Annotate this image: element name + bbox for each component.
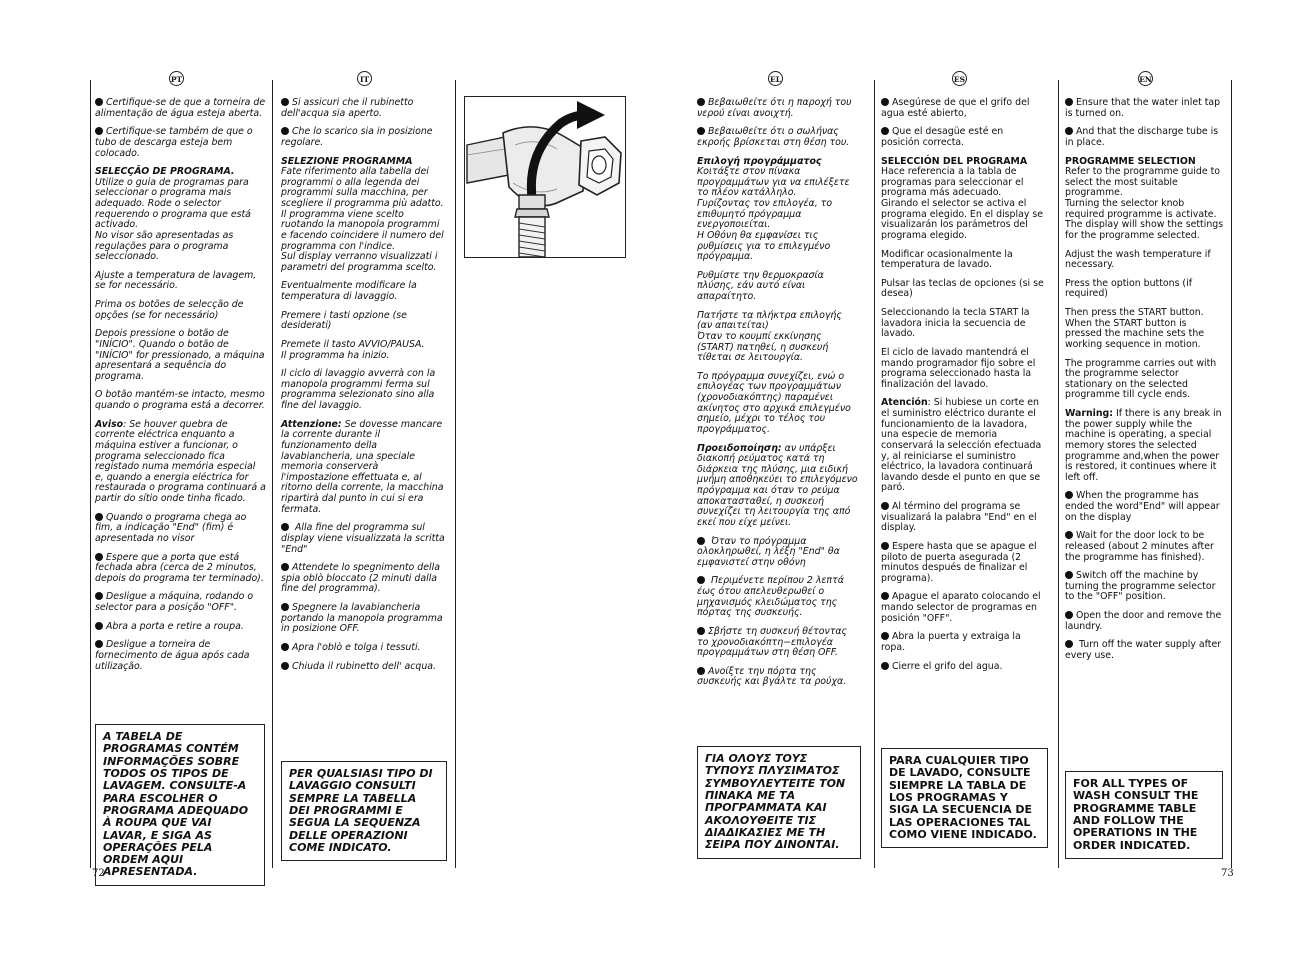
paragraph [281, 127, 447, 148]
paragraph-text: El ciclo de lavado mantendrá el mando programador fijo sobre el programa seleccionado hasta la finalización del lavado. [881, 346, 1036, 390]
paragraph-text: Depois pressione o botão de "INÍCIO". Quando o botão de "INÍCIO" for pressionado, a máquina apresentará a sequência do programa. [95, 328, 265, 382]
paragraph [95, 622, 267, 633]
bullet-dot-icon [697, 127, 705, 135]
paragraph-text: Fate riferimento alla tabella dei programmi o alla legenda dei programmi sulla macchina, per scegliere il programma più adatto. Il programma viene scelto ruotando la manopola programmi e facendo coincidere il numero del programma con l'indice. Sul display verranno visualizzati i parametri del programma scelto. [281, 166, 444, 273]
bullet-dot-icon [697, 98, 705, 106]
section-heading: PROGRAMME SELECTION [1065, 155, 1196, 167]
paragraph [95, 640, 267, 672]
bullet-dot-icon [881, 662, 889, 670]
paragraph-text: Eventualmente modificare la temperatura di lavaggio. [281, 280, 417, 302]
paragraph [1065, 279, 1225, 300]
paragraph [281, 523, 447, 555]
paragraph-text: Refer to the programme guide to select the most suitable programme. Turning the selector knob required programme is activate. The display will show the settings for the programme selected. [1065, 166, 1224, 241]
paragraph-text: Press the option buttons (if required) [1065, 277, 1192, 300]
column-it-body [281, 98, 447, 680]
paragraph [1065, 611, 1225, 632]
paragraph [95, 300, 267, 321]
bullet-dot-icon [281, 662, 289, 670]
bullet-dot-icon [281, 523, 289, 531]
paragraph-text: Apague el aparato colocando el mando selector de programas en posición "OFF". [881, 591, 1041, 624]
paragraph [1065, 640, 1225, 661]
paragraph [1065, 250, 1225, 271]
paragraph-text: Espere que a porta que está fechada abra (cerca de 2 minutos, depois do programa ter terminado). [95, 551, 264, 584]
warning-label: Atención [881, 397, 928, 409]
rule-left-margin [90, 80, 91, 868]
paragraph [1065, 409, 1225, 483]
notice-box-es: PARA CUALQUIER TIPO DE LAVADO, CONSULTE SIEMPRE LA TABLA DE LOS PROGRAMAS Y SIGA LA SECUENCIA DE LAS OPERACIONES TAL COMO VIENE INDICADO. [881, 748, 1048, 848]
paragraph-text: Ensure that the water inlet tap is turned on. [1065, 97, 1221, 119]
paragraph [95, 420, 267, 505]
column-pt-body [95, 98, 267, 680]
paragraph [95, 390, 267, 411]
paragraph-text: Το πρόγραμμα συνεχίζει, ενώ ο επιλογέας των προγραμμάτων (χρονοδιακόπτης) παραμένει ακίνητος στο αρχικά επιλεγμένο σημείο, μέχρι το τέλος του προγράμματος. [697, 370, 851, 435]
paragraph-text: Σβήστε τη συσκευή θέτοντας το χρονοδιακόπτη−επιλογέα προγραμμάτων στη θέση OFF. [697, 625, 848, 659]
paragraph [881, 250, 1044, 271]
paragraph [95, 98, 267, 119]
bullet-dot-icon [95, 592, 103, 600]
rule-right-margin [1231, 80, 1232, 868]
paragraph-text: Modificar ocasionalmente la temperatura de lavado. [881, 248, 1013, 271]
paragraph-text: Certifique-se de que a torneira de alimentação de água esteja aberta. [95, 97, 266, 119]
paragraph [881, 157, 1044, 242]
bullet-dot-icon [281, 563, 289, 571]
warning-label: Attenzione: [281, 418, 342, 430]
paragraph-text: When the programme has ended the word"End" will appear on the display [1065, 490, 1220, 523]
paragraph [881, 348, 1044, 391]
paragraph [281, 369, 447, 412]
paragraph [1065, 308, 1225, 351]
notice-box-en: FOR ALL TYPES OF WASH CONSULT THE PROGRAMME TABLE AND FOLLOW THE OPERATIONS IN THE ORDER INDICATED. [1065, 771, 1223, 859]
paragraph-text: Attendete lo spegnimento della spia oblò bloccato (2 minuti dalla fine del programma). [281, 562, 440, 595]
bullet-dot-icon [95, 127, 103, 135]
paragraph [697, 372, 859, 436]
paragraph [697, 667, 859, 688]
paragraph-text: Ανοίξτε την πόρτα της συσκευής και βγάλτε τα ρούχα. [697, 665, 847, 688]
page-number-right: 73 [1221, 868, 1234, 879]
paragraph-text: Seleccionando la tecla START la lavadora inicia la secuencia de lavado. [881, 307, 1030, 340]
paragraph [281, 420, 447, 516]
paragraph-text: Βεβαιωθείτε ότι ο σωλήνας εκροής βρίσκεται στη θέση του. [697, 126, 850, 148]
paragraph-text: Premete il tasto AVVIO/PAUSA. Il programma ha inizio. [281, 338, 425, 361]
paragraph-text: The programme carries out with the programme selector stationary on the selected programme till cycle ends. [1065, 357, 1217, 401]
bullet-dot-icon [1065, 127, 1073, 135]
paragraph-text: : Se houver quebra de corrente eléctrica enquanto a máquina estiver a funcionar, o programa seleccionado fica registado numa memória especial e, quando a energia eléctrica for restaurada o programa continuará a partir do sítio onde tinha ficado. [95, 418, 266, 504]
notice-box-it: PER QUALSIASI TIPO DI LAVAGGIO CONSULTI SEMPRE LA TABELLA DEI PROGRAMMI E SEGUA LA SEQUENZA DELLE OPERAZIONI COME INDICATO. [281, 761, 447, 861]
bullet-dot-icon [95, 98, 103, 106]
bullet-dot-icon [1065, 98, 1073, 106]
paragraph [881, 662, 1044, 673]
bullet-dot-icon [95, 553, 103, 561]
paragraph-text: Βεβαιωθείτε ότι η παροχή του νερού είναι ανοιχτή. [697, 97, 852, 119]
paragraph-text: Switch off the machine by turning the programme selector to the "OFF" position. [1065, 570, 1216, 603]
paragraph-text: Espere hasta que se apague el piloto de puerta asegurada (2 minutos después de finalizar el programa). [881, 540, 1037, 584]
paragraph-text: Utilize o guia de programas para seleccionar o programa mais adequado. Rode o selector requerendo o programa que está activado. No visor são apresentadas as regulações para o programa seleccionado. [95, 176, 251, 263]
paragraph [881, 279, 1044, 300]
bullet-dot-icon [697, 537, 705, 545]
paragraph-text: Turn off the water supply after every use. [1065, 639, 1222, 661]
section-heading: SELECÇÃO DE PROGRAMA. [95, 166, 235, 178]
paragraph [281, 643, 447, 654]
paragraph-text: Κοιτάξτε στον πίνακα προγραμμάτων για να επιλέξετε το πλέον κατάλληλο. Γυρίζοντας τον επιλογέα, το επιθυμητό πρόγραμμα ενεργοποιείται. Η Οθόνη θα εμφανίσει τις ρυθμίσεις για το επιλεγμένο πρόγραμμα. [697, 166, 850, 263]
paragraph [881, 592, 1044, 624]
paragraph-text: O botão mantém-se intacto, mesmo quando o programa está a decorrer. [95, 389, 265, 411]
paragraph [697, 127, 859, 148]
paragraph [95, 329, 267, 382]
section-heading: Επιλογή προγράμματος [697, 155, 822, 167]
paragraph [95, 553, 267, 585]
column-en [1065, 84, 1225, 870]
paragraph-text: Prima os botões de selecção de opções (se for necessário) [95, 299, 244, 321]
paragraph [1065, 571, 1225, 603]
paragraph-text: Certifique-se também de que o tubo de descarga esteja bem colocado. [95, 126, 253, 159]
paragraph-text: Ajuste a temperatura de lavagem, se for necessário. [95, 269, 257, 292]
paragraph-text: Premere i tasti opzione (se desiderati) [281, 309, 407, 332]
column-el-body [697, 98, 859, 696]
bullet-dot-icon [95, 622, 103, 630]
paragraph-text: Wait for the door lock to be released (about 2 minutes after the programme has finished). [1065, 530, 1214, 563]
notice-box-el: ΓΙΑ ΟΛΟΥΣ ΤΟΥΣ ΤΥΠΟΥΣ ΠΛΥΣΙΜΑΤΟΣ ΣΥΜΒΟΥΛΕΥΤΕΙΤΕ ΤΟΝ ΠΙΝΑΚΑ ΜΕ ΤΑ ΠΡΟΓΡΑΜΜΑΤΑ ΚΑΙ ΑΚΟΛΟΥΘΕΙΤΕ ΤΙΣ ΔΙΑΔΙΚΑΣΙΕΣ ΜΕ ΤΗ ΣΕΙΡΑ ΠΟΥ ΔΙΝΟΝΤΑΙ. [697, 746, 861, 859]
paragraph-text: If there is any break in the power supply while the machine is operating, a special memory stores the selected programme and,when the power is restored, it continues where it left off. [1065, 408, 1222, 483]
paragraph [881, 632, 1044, 653]
bullet-dot-icon [281, 98, 289, 106]
paragraph [697, 576, 859, 619]
language-badge-el: EL [768, 71, 783, 86]
paragraph-text: Όταν το πρόγραμμα ολοκληρωθεί, η λέξη "End" θα εμφανιστεί στην οθόνη [697, 535, 840, 568]
paragraph-text: Desligue a torneira de fornecimento de água após cada utilização. [95, 639, 250, 672]
paragraph-text: Alla fine del programma sul display viene visualizzata la scritta "End" [281, 522, 445, 555]
paragraph [697, 537, 859, 569]
notice-box-pt: A TABELA DE PROGRAMAS CONTÉM INFORMAÇÕES SOBRE TODOS OS TIPOS DE LAVAGEM. CONSULTE-A PARA ESCOLHER O PROGRAMA ADEQUADO À ROUPA QUE VAI LAVAR, E SIGA AS OPERAÇÕES PELA ORDEM AQUI APRESENTADA. [95, 724, 265, 886]
paragraph-text: Abra la puerta y extraiga la ropa. [881, 631, 1021, 653]
page-number-left: 72 [92, 868, 105, 879]
paragraph-text: Si assicuri che il rubinetto dell'acqua sia aperto. [281, 97, 414, 119]
paragraph-text: Abra a porta e retire a roupa. [106, 620, 244, 632]
paragraph [697, 311, 859, 364]
language-badge-en: EN [1138, 71, 1153, 86]
rule-el-es [874, 80, 875, 868]
bullet-dot-icon [881, 542, 889, 550]
paragraph [95, 167, 267, 263]
language-badge-it: IT [357, 71, 372, 86]
paragraph [697, 98, 859, 119]
paragraph-text: Asegúrese de que el grifo del agua esté abierto, [881, 97, 1030, 119]
paragraph [281, 340, 447, 361]
bullet-dot-icon [697, 576, 705, 584]
paragraph [1065, 98, 1225, 119]
bullet-dot-icon [881, 592, 889, 600]
rule-it-figure [455, 80, 456, 868]
bullet-dot-icon [881, 502, 889, 510]
paragraph [281, 662, 447, 673]
bullet-dot-icon [1065, 640, 1073, 648]
column-es [881, 84, 1044, 870]
bullet-dot-icon [1065, 611, 1073, 619]
bullet-dot-icon [1065, 491, 1073, 499]
paragraph [281, 157, 447, 274]
language-badge-pt: PT [169, 71, 184, 86]
section-heading: SELEZIONE PROGRAMMA [281, 155, 413, 167]
paragraph-text: Cierre el grifo del agua. [892, 660, 1003, 672]
warning-label: Προειδοποίηση: [697, 442, 782, 454]
paragraph [95, 271, 267, 292]
paragraph [281, 603, 447, 635]
bullet-dot-icon [95, 513, 103, 521]
bullet-dot-icon [281, 603, 289, 611]
paragraph [881, 308, 1044, 340]
bullet-dot-icon [697, 627, 705, 635]
paragraph [281, 311, 447, 332]
column-it [281, 84, 447, 870]
paragraph-text: And that the discharge tube is in place. [1065, 126, 1219, 148]
bullet-dot-icon [1065, 531, 1073, 539]
paragraph-text: Then press the START button. When the START button is pressed the machine sets the working sequence in motion. [1065, 307, 1205, 350]
paragraph [697, 157, 859, 263]
rule-es-en [1058, 80, 1059, 868]
bullet-dot-icon [281, 643, 289, 651]
bullet-dot-icon [281, 127, 289, 135]
bullet-dot-icon [881, 632, 889, 640]
paragraph-text: Se dovesse mancare la corrente durante il funzionamento della lavabiancheria, una speciale memoria conserverà l'impostazione effettuata e, al ritorno della corrente, la macchina ripartirà dal punto in cui si era fermata. [281, 418, 444, 515]
section-heading: SELECCIÓN DEL PROGRAMA [881, 155, 1028, 167]
paragraph-text: Spegnere la lavabiancheria portando la manopola programma in posizione OFF. [281, 602, 443, 635]
paragraph [281, 98, 447, 119]
paragraph-text: Πατήστε τα πλήκτρα επιλογής (αν απαιτείται) Όταν το κουμπί εκκίνησης (START) πατηθεί, η συσκευή τίθεται σε λειτουργία. [697, 309, 842, 364]
paragraph [881, 398, 1044, 494]
paragraph [1065, 531, 1225, 563]
paragraph-text: Que el desagüe esté en posición correcta. [881, 126, 1004, 148]
paragraph-text: Il ciclo di lavaggio avverrà con la manopola programmi ferma sul programma selezionato sino alla fine del lavaggio. [281, 368, 436, 411]
paragraph-text: Al término del programa se visualizará la palabra "End" en el display. [881, 501, 1037, 534]
paragraph-text: Περιμένετε περίπου 2 λεπτά έως ότου απελευθερωθεί ο μηχανισμός κλειδώματος της πόρτας της συσκευής. [697, 575, 844, 619]
bullet-dot-icon [95, 640, 103, 648]
warning-label: Aviso [95, 418, 124, 430]
paragraph [881, 127, 1044, 148]
paragraph-text: Quando o programa chega ao fim, a indicação "End" (fim) é apresentada no visor [95, 511, 247, 544]
water-tap-figure [464, 96, 626, 258]
language-badge-es: ES [952, 71, 967, 86]
paragraph [697, 444, 859, 529]
column-es-body [881, 98, 1044, 680]
paragraph-text: : Si hubiese un corte en el suministro eléctrico durante el funcionamiento de la lavadora, una especie de memoria conservará la selección efectuada y, al reiniciarse el suministro eléctrico, la lavadora continuará lavando desde el punto en que se paró. [881, 397, 1042, 494]
paragraph [881, 98, 1044, 119]
paragraph [95, 592, 267, 613]
column-en-body [1065, 98, 1225, 670]
paragraph [881, 502, 1044, 534]
bullet-dot-icon [881, 127, 889, 135]
paragraph [95, 127, 267, 159]
bullet-dot-icon [697, 667, 705, 675]
rule-pt-it [272, 80, 273, 868]
water-tap-turning-icon [465, 97, 625, 257]
paragraph-text: Apra l'oblò e tolga i tessuti. [292, 641, 421, 653]
paragraph-text: Ρυθμίστε την θερμοκρασία πλύσης, εάν αυτό είναι απαραίτητο. [697, 269, 824, 302]
column-el [697, 84, 859, 870]
paragraph-text: Chiuda il rubinetto dell' acqua. [292, 660, 437, 672]
paragraph-text: Che lo scarico sia in posizione regolare. [281, 126, 433, 148]
paragraph [1065, 491, 1225, 523]
paragraph-text: Adjust the wash temperature if necessary. [1065, 248, 1211, 271]
paragraph-text: Desligue a máquina, rodando o selector para a posição "OFF". [95, 591, 254, 613]
paragraph-text: Pulsar las teclas de opciones (si se desea) [881, 277, 1044, 300]
paragraph [697, 271, 859, 303]
paragraph [281, 281, 447, 302]
paragraph [281, 563, 447, 595]
bullet-dot-icon [1065, 571, 1073, 579]
paragraph-text: Open the door and remove the laundry. [1065, 610, 1222, 632]
bullet-dot-icon [881, 98, 889, 106]
paragraph [697, 627, 859, 659]
paragraph [881, 542, 1044, 585]
paragraph-text: αν υπάρξει διακοπή ρεύματος κατά τη διάρκεια της πλύσης, μια ειδική μνήμη αποθηκεύει το επιλεγόμενο πρόγραμμα και όταν το ρεύμα αποκατασταθεί, η συσκευή συνεχίζει τη λειτουργία της από εκεί που είχε μείνει. [697, 442, 858, 528]
paragraph [1065, 359, 1225, 402]
paragraph [95, 513, 267, 545]
paragraph-text: Hace referencia a la tabla de programas para seleccionar el programa más adecuado. Girando el selector se activa el programa elegido. En el display se visualizarán los parámetros del programa elegido. [881, 166, 1044, 241]
paragraph [1065, 127, 1225, 148]
warning-label: Warning: [1065, 408, 1113, 419]
paragraph [1065, 157, 1225, 242]
